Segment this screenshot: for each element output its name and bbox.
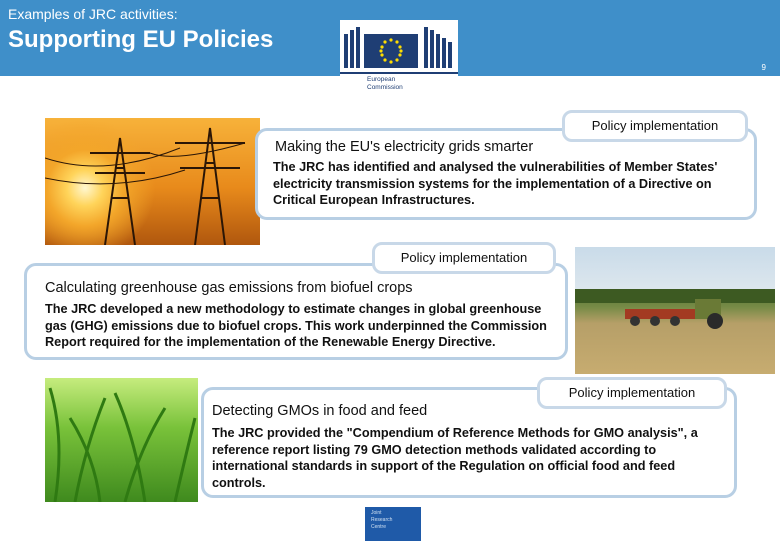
ec-building-icon [340, 20, 458, 76]
card-body: The JRC developed a new methodology to estimate changes in global greenhouse gas (GHG) emissions due to biofuel crops. This work underpinned the Commission Report required for the implementation of the Renewable Energy Directive. [45, 302, 547, 349]
card-heading: Calculating greenhouse gas emissions from biofuel crops [45, 280, 413, 296]
card-heading: Detecting GMOs in food and feed [212, 403, 428, 419]
card-biofuel-emissions [24, 263, 568, 360]
jrc-logo-text [371, 510, 392, 531]
ec-logo-line2: Commission [367, 84, 403, 91]
corn-leaves [45, 378, 198, 502]
page-number: 9 [761, 63, 766, 72]
policy-tag: Policy implementation [537, 377, 727, 409]
power-lines-photo [45, 118, 260, 245]
ec-logo-text [367, 76, 403, 92]
card-body: The JRC has identified and analysed the vulnerabilities of Member States' electricity transmission systems for the implementation of a Directive on Critical European Infrastructures. [273, 160, 718, 207]
slide-subtitle: Examples of JRC activities: [8, 6, 178, 22]
policy-tag: Policy implementation [562, 110, 748, 142]
ec-logo-line1: European [367, 76, 396, 83]
corn-field-photo [45, 378, 198, 502]
slide-title: Supporting EU Policies [8, 26, 274, 53]
european-commission-logo [340, 20, 458, 100]
jrc-logo-line1: Joint [371, 510, 382, 516]
policy-tag: Policy implementation [372, 242, 556, 274]
jrc-logo-line2: Research [371, 517, 393, 523]
pylon-silhouettes [45, 118, 260, 245]
tractor-scene [575, 247, 775, 374]
card-heading: Making the EU's electricity grids smarter [275, 139, 534, 155]
jrc-logo-line3: Centre [371, 524, 387, 530]
card-body: The JRC provided the "Compendium of Reference Methods for GMO analysis", a reference report listing 79 GMO detection methods validated according to international standards in support of the Regulation on official food and feed controls. [212, 426, 698, 490]
jrc-logo [365, 507, 421, 541]
tractor-field-photo [575, 247, 775, 374]
